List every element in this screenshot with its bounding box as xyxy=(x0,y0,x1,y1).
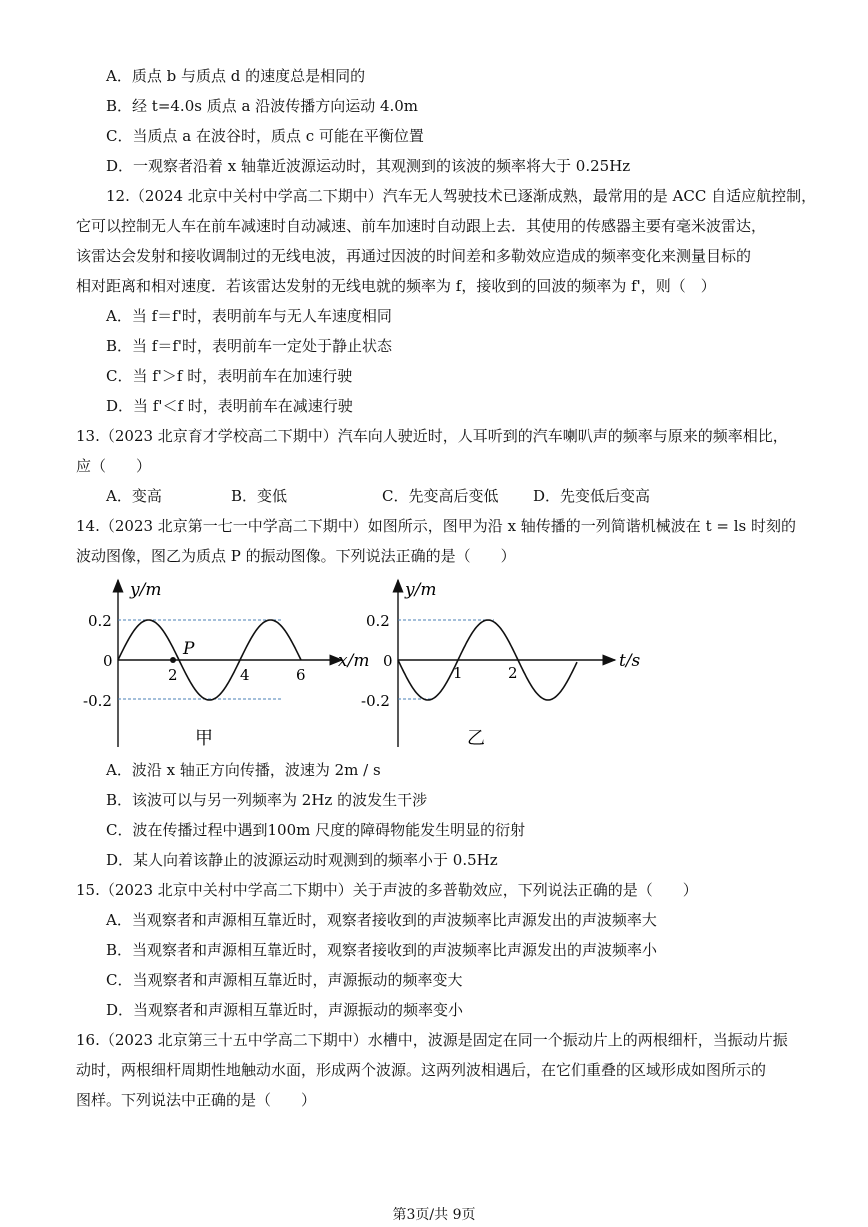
q14-stem-line-2: 波动图像，图乙为质点 P 的振动图像。下列说法正确的是（ ） xyxy=(76,547,516,565)
point-p-dot xyxy=(170,657,176,663)
q15-stem: 15.（2023 北京中关村中学高二下期中）关于声波的多普勒效应，下列说法正确的是（ ） xyxy=(76,881,698,899)
q14-wave-figure xyxy=(70,572,650,752)
q15-option-b: B．当观察者和声源相互靠近时，观察者接收到的声波频率比声源发出的声波频率小 xyxy=(106,941,658,959)
q11-option-a: A．质点 b 与质点 d 的速度总是相同的 xyxy=(106,67,366,85)
q11-option-b: B．经 t=4.0s 质点 a 沿波传播方向运动 4.0m xyxy=(106,97,419,115)
q15-option-a: A．当观察者和声源相互靠近时，观察者接收到的声波频率比声源发出的声波频率大 xyxy=(106,911,657,929)
y-axis-label: y/m xyxy=(130,580,162,600)
x-axis-label: x/m xyxy=(338,651,370,671)
q13-option-d: D．先变低后变高 xyxy=(533,487,651,505)
q15-option-c: C．当观察者和声源相互靠近时，声源振动的频率变大 xyxy=(106,971,463,989)
q12-stem-line-1: 12.（2024 北京中关村中学高二下期中）汽车无人驾驶技术已逐渐成熟，最常用的是 ACC 自适应航控制， xyxy=(106,187,817,205)
caption-jia: 甲 xyxy=(195,728,213,749)
q12-stem-line-2: 它可以控制无人车在前车减速时自动减速、前车加速时自动跟上去．其使用的传感器主要有毫米波雷达， xyxy=(76,217,767,235)
q12-option-c: C．当 f'＞f 时，表明前车在加速行驶 xyxy=(106,367,353,385)
q14-option-c: C．波在传播过程中遇到100m 尺度的障碍物能发生明显的衍射 xyxy=(106,821,526,839)
x-tick-6: 6 xyxy=(296,666,306,684)
q12-option-d: D．当 f'＜f 时，表明前车在减速行驶 xyxy=(106,397,353,415)
q16-stem-line-1: 16.（2023 北京第三十五中学高二下期中）水槽中，波源是固定在同一个振动片上的两根细杆，当振动片振 xyxy=(76,1031,788,1049)
y-tick-bottom: -0.2 xyxy=(83,692,112,710)
t-axis-label: t/s xyxy=(619,651,641,671)
q11-option-c: C．当质点 a 在波谷时，质点 c 可能在平衡位置 xyxy=(106,127,424,145)
graph-jia xyxy=(83,580,369,749)
q14-stem-line-1: 14.（2023 北京第一七一中学高二下期中）如图所示，图甲为沿 x 轴传播的一列简谐机械波在 t = ls 时刻的 xyxy=(76,517,796,535)
q13-option-a: A．变高 xyxy=(106,487,162,505)
q13-option-c: C．先变高后变低 xyxy=(382,487,499,505)
page-footer: 第3页/共 9页 xyxy=(392,1207,476,1223)
q15-option-d: D．当观察者和声源相互靠近时，声源振动的频率变小 xyxy=(106,1001,464,1019)
q12-stem-line-4: 相对距离和相对速度．若该雷达发射的无线电就的频率为 f，接收到的回波的频率为 f'，则（ ） xyxy=(76,277,716,295)
y-tick-zero: 0 xyxy=(103,652,113,670)
q13-stem-line-1: 13.（2023 北京育才学校高二下期中）汽车向人驶近时，人耳听到的汽车喇叭声的频率与原来的频率相比， xyxy=(76,427,788,445)
y-tick-zero: 0 xyxy=(383,652,393,670)
q11-option-d: D．一观察者沿着 x 轴靠近波源运动时，其观测到的该波的频率将大于 0.25Hz xyxy=(106,157,631,175)
q14-option-a: A．波沿 x 轴正方向传播，波速为 2m / s xyxy=(106,761,381,779)
graph-yi xyxy=(361,580,641,749)
y-tick-top: 0.2 xyxy=(88,612,112,630)
y-axis-label: y/m xyxy=(405,580,437,600)
t-tick-1: 1 xyxy=(453,664,463,682)
caption-yi: 乙 xyxy=(467,728,485,749)
q13-stem-line-2: 应（ ） xyxy=(76,457,152,475)
q12-stem-line-3: 该雷达会发射和接收调制过的无线电波，再通过因波的时间差和多勒效应造成的频率变化来测量目标的 xyxy=(76,247,752,265)
q12-option-a: A．当 f＝f'时，表明前车与无人车速度相同 xyxy=(106,307,392,325)
q14-option-b: B．该波可以与另一列频率为 2Hz 的波发生干涉 xyxy=(106,791,428,809)
x-tick-4: 4 xyxy=(240,666,250,684)
t-tick-2: 2 xyxy=(508,664,518,682)
y-tick-top: 0.2 xyxy=(366,612,390,630)
y-tick-bottom: -0.2 xyxy=(361,692,390,710)
x-tick-2: 2 xyxy=(168,666,178,684)
q13-option-b: B．变低 xyxy=(231,487,288,505)
q16-stem-line-2: 动时，两根细杆周期性地触动水面，形成两个波源。这两列波相遇后，在它们重叠的区域形成如图所示的 xyxy=(76,1061,767,1079)
q14-option-d: D．某人向着该静止的波源运动时观测到的频率小于 0.5Hz xyxy=(106,851,498,869)
q12-option-b: B．当 f＝f'时，表明前车一定处于静止状态 xyxy=(106,337,393,355)
q16-stem-line-3: 图样。下列说法中正确的是（ ） xyxy=(76,1091,317,1109)
point-p-label: P xyxy=(183,639,195,659)
